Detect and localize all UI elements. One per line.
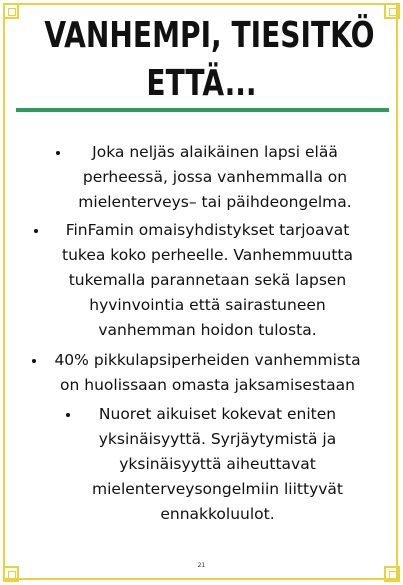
bullet-dot xyxy=(32,359,36,363)
bullet-line: tukea koko perheelle. Vanhemmuutta xyxy=(62,246,353,264)
bullet-line: tukemalla parannetaan sekä lapsen xyxy=(68,271,347,289)
bullet-line: hyvinvointia että sairastuneen xyxy=(89,296,326,314)
bullet-line: yksinäisyyttä. Syrjäytymistä ja xyxy=(98,430,337,448)
bullet-line: mielenterveys– tai päihdeongelma. xyxy=(78,193,352,211)
bullet-line: mielenterveysongelmiin liittyvät xyxy=(92,480,343,498)
bullet-line: Nuoret aikuiset kokevat eniten xyxy=(98,405,337,423)
bullet-line: ennakkoluulot. xyxy=(160,505,275,523)
bullet-dot xyxy=(66,413,70,417)
bullet-dot xyxy=(34,229,38,233)
page-number: 21 xyxy=(197,562,206,569)
bullet-line: 40% pikkulapsiperheiden vanhemmista xyxy=(54,351,361,369)
bullet-line: Joka neljäs alaikäinen lapsi elää xyxy=(92,143,338,161)
bullet-item xyxy=(30,348,385,398)
bullet-line: perheessä, jossa vanhemmalla on xyxy=(82,168,348,186)
bullet-item xyxy=(60,140,370,215)
page-title-line-1: VANHEMPI, TIESITKÖ xyxy=(44,15,375,56)
bullet-dot xyxy=(56,151,60,155)
title-divider xyxy=(16,108,389,112)
bullet-item xyxy=(30,218,385,343)
bullet-item xyxy=(70,402,365,527)
page-title-line-2: ETTÄ... xyxy=(146,63,257,104)
bullet-line: vanhemman hoidon tulosta. xyxy=(98,321,317,339)
corner-ornament-top-right xyxy=(384,3,400,19)
corner-ornament-top-left xyxy=(3,3,19,19)
bullet-line: yksinäisyyttä aiheuttavat xyxy=(119,455,316,473)
page-title xyxy=(44,12,375,108)
bullet-line: on huolissaan omasta jaksamisestaan xyxy=(60,376,355,394)
bullet-line: FinFamin omaisyhdistykset tarjoavat xyxy=(65,221,350,239)
